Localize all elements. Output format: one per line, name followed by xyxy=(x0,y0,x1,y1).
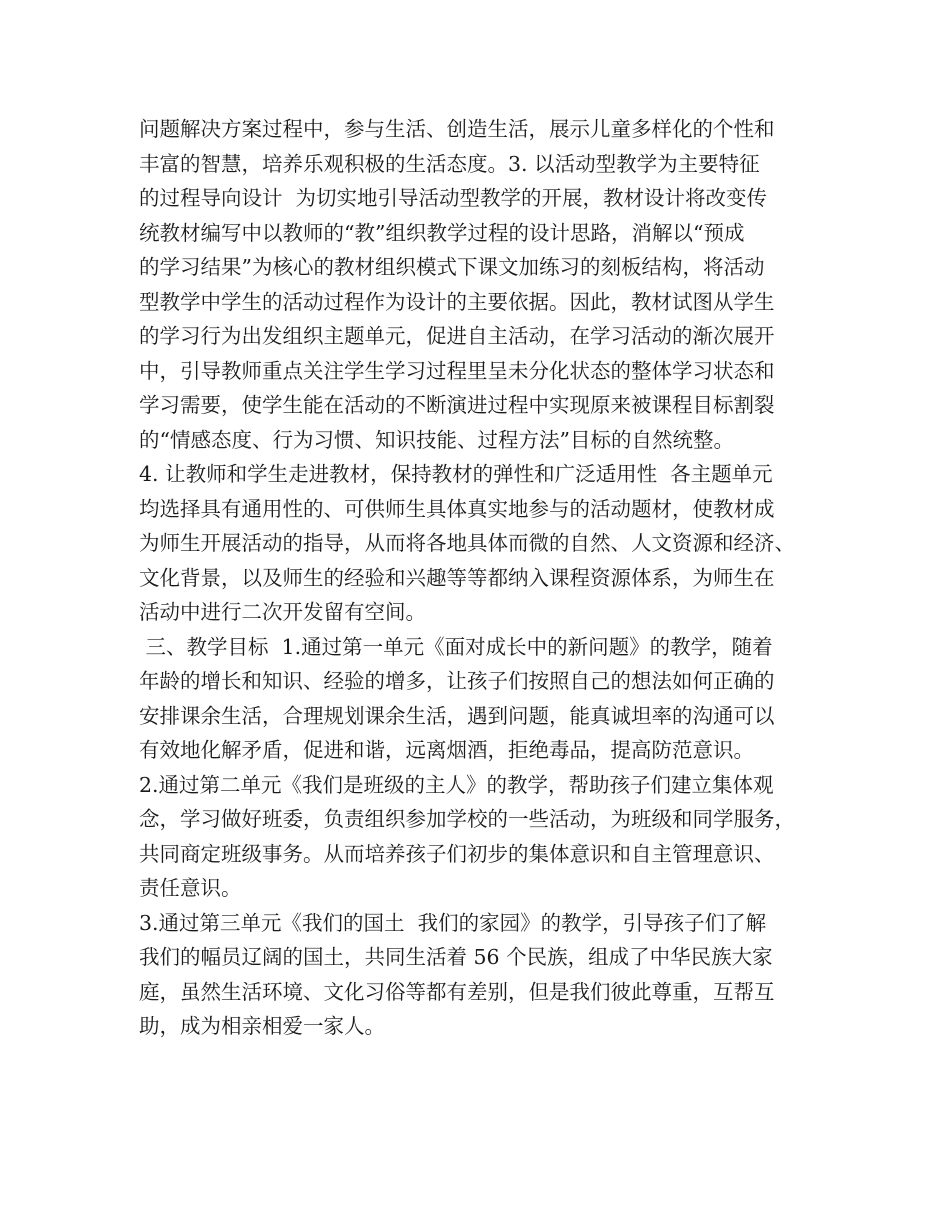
text-line: 责任意识。 xyxy=(139,876,242,900)
text-line: 共同商定班级事务。从而培养孩子们初步的集体意识和自主管理意识、 xyxy=(139,841,775,866)
text-line: 年龄的增长和知识、经验的增多，让孩子们按照自己的想法如何正确的 xyxy=(139,669,775,693)
text-line: 学习需要，使学生能在活动的不断演进过程中实现原来被课程目标割裂 xyxy=(139,393,775,417)
text-line: 安排课余生活，合理规划课余生活，遇到问题，能真诚坦率的沟通可以 xyxy=(139,703,775,728)
text-line: 均选择具有通用性的、可供师生具体真实地参与的活动题材，使教材成 xyxy=(139,496,775,521)
text-line: 我们的幅员辽阔的国土，共同生活着 56 个民族，组成了中华民族大家 xyxy=(139,945,773,969)
text-line: 的学习行为出发组织主题单元，促进自主活动，在学习活动的渐次展开 xyxy=(139,324,775,348)
text-line: 助，成为相亲相爱一家人。 xyxy=(139,1014,385,1038)
text-line: 型教学中学生的活动过程作为设计的主要依据。因此，教材试图从学生 xyxy=(139,289,775,314)
text-line: 活动中进行二次开发留有空间。 xyxy=(139,600,426,624)
text-line: 问题解决方案过程中，参与生活、创造生活，展示儿童多样化的个性和 xyxy=(139,117,775,141)
text-line: 中，引导教师重点关注学生学习过程里呈未分化状态的整体学习状态和 xyxy=(139,358,775,383)
text-line: 为师生开展活动的指导，从而将各地具体而微的自然、人文资源和经济、 xyxy=(139,531,795,555)
text-line: 的学习结果”为核心的教材组织模式下课文加练习的刻板结构，将活动 xyxy=(139,255,765,279)
text-line: 4. 让教师和学生走进教材，保持教材的弹性和广泛适用性 各主题单元 xyxy=(139,462,773,486)
text-line: 念，学习做好班委，负责组织参加学校的一些活动，为班级和同学服务， xyxy=(139,807,795,831)
text-line: 三、教学目标 1.通过第一单元《面对成长中的新问题》的教学，随着 xyxy=(139,634,773,659)
text-line: 统教材编写中以教师的“教”组织教学过程的设计思路，消解以“预成 xyxy=(139,220,745,245)
text-line: 庭，虽然生活环境、文化习俗等都有差别，但是我们彼此尊重，互帮互 xyxy=(139,979,775,1004)
text-line: 丰富的智慧，培养乐观积极的生活态度。3. 以活动型教学为主要特征 xyxy=(139,151,760,176)
text-line: 文化背景，以及师生的经验和兴趣等等都纳入课程资源体系，为师生在 xyxy=(139,565,775,590)
text-line: 的过程导向设计 为切实地引导活动型教学的开展，教材设计将改变传 xyxy=(139,186,768,210)
document-body xyxy=(139,112,829,1044)
text-line: 2.通过第二单元《我们是班级的主人》的教学，帮助孩子们建立集体观 xyxy=(139,772,774,797)
text-line: 有效地化解矛盾，促进和谐，远离烟酒，拒绝毒品，提高防范意识。 xyxy=(139,738,754,762)
text-line: 3.通过第三单元《我们的国土 我们的家园》的教学，引导孩子们了解 xyxy=(139,910,767,935)
text-line: 的“情感态度、行为习惯、知识技能、过程方法”目标的自然统整。 xyxy=(139,427,734,452)
